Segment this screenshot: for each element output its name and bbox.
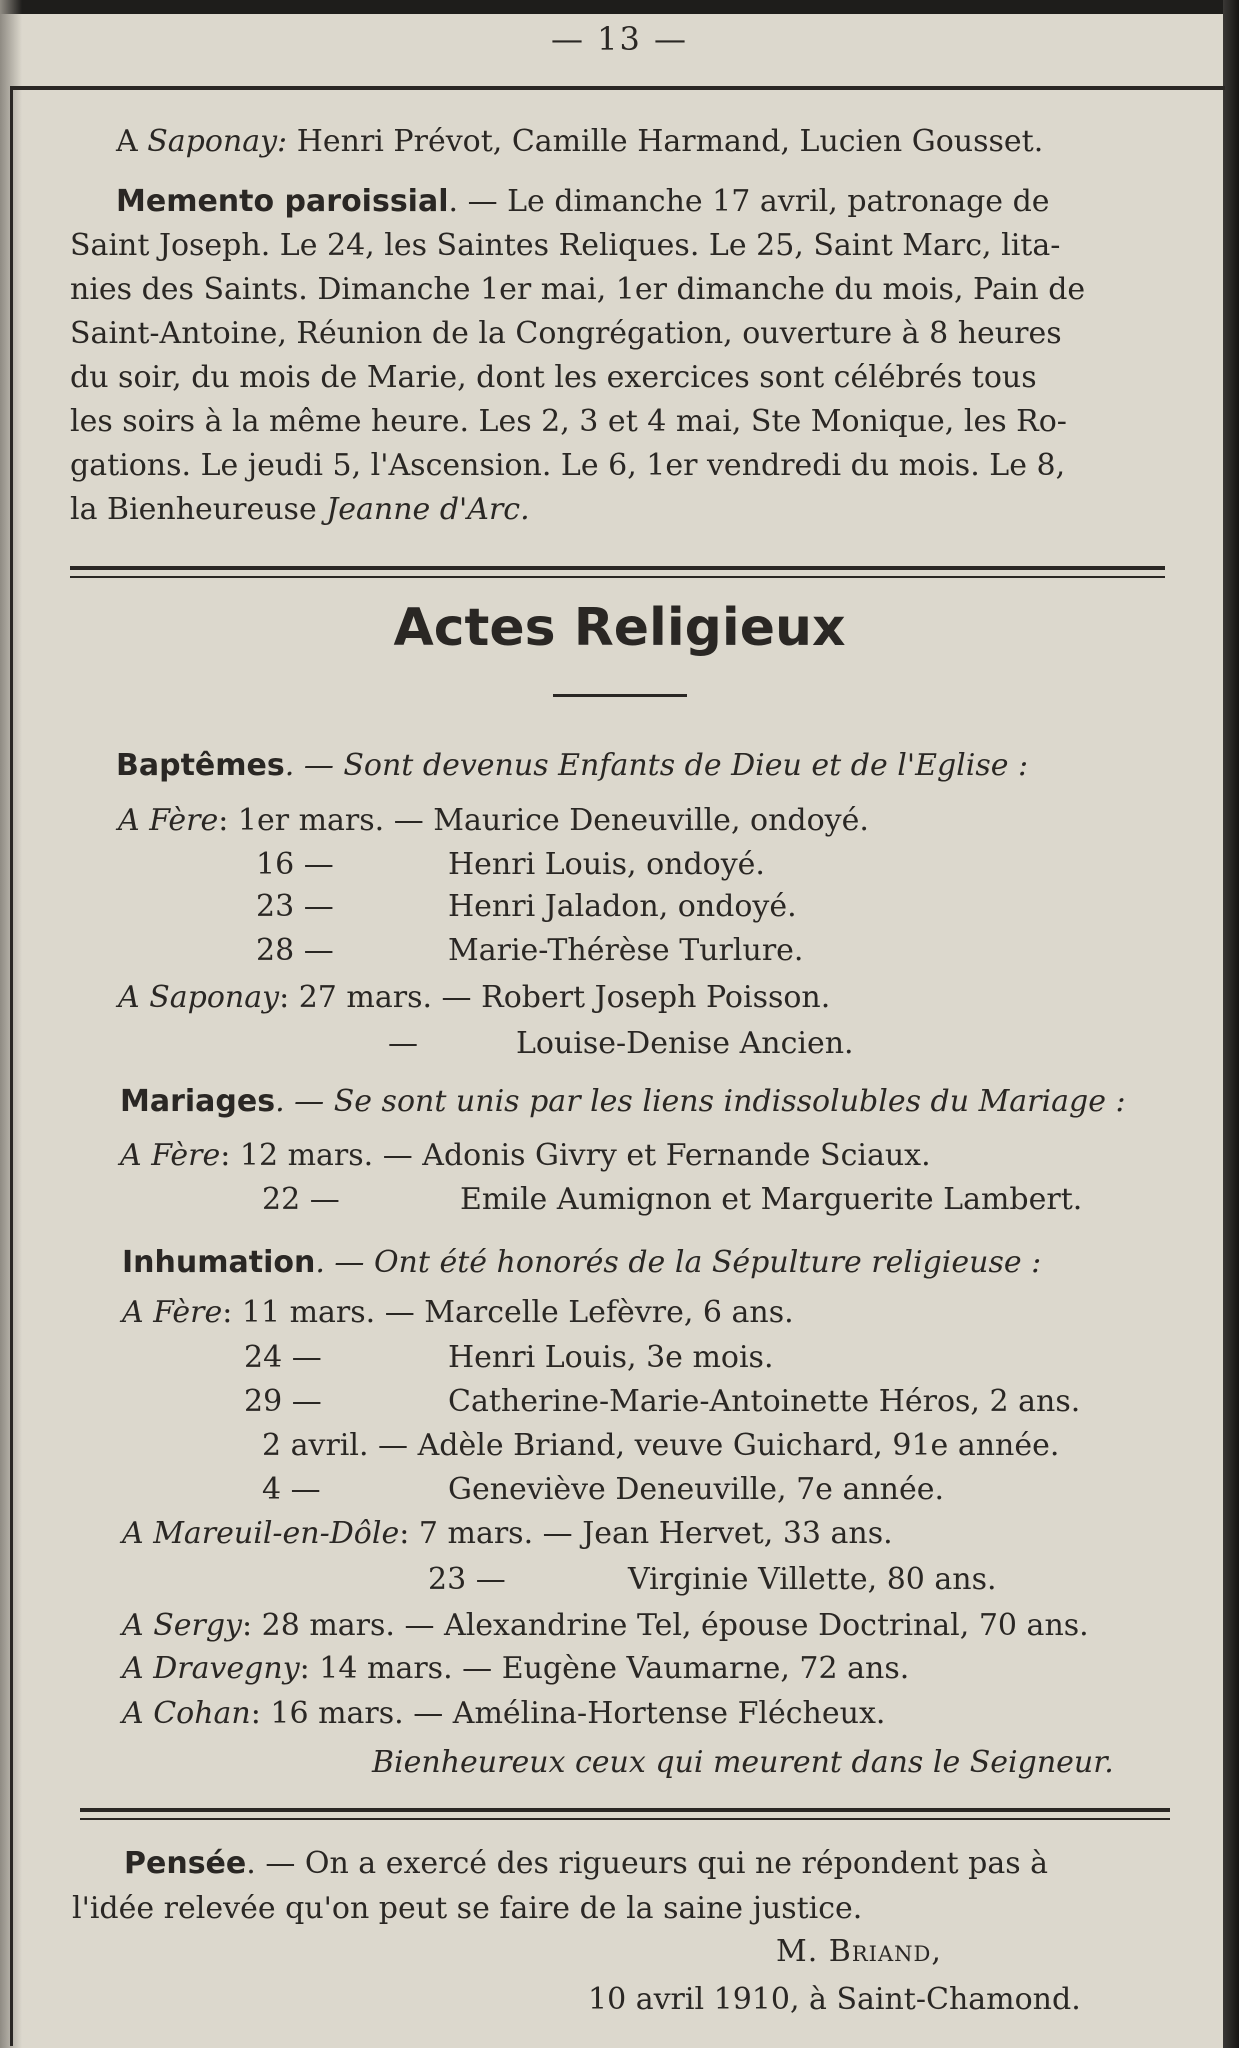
memento-paragraph xyxy=(70,180,1170,532)
inhumation-heading-line xyxy=(122,1243,1041,1283)
page-number: — 13 — xyxy=(550,20,689,58)
memento-line-6: les soirs à la même heure. Les 2, 3 et 4 mai, Ste Monique, les Ro- xyxy=(70,404,1067,439)
section-rule-bottom-b xyxy=(80,1818,1170,1820)
memento-heading: Memento paroissial xyxy=(116,184,449,219)
memento-line-8: la Bienheureuse Jeanne d'Arc. xyxy=(70,492,530,527)
pensee-dateline: 10 avril 1910, à Saint-Chamond. xyxy=(588,1982,1081,2017)
pensee-signature: M. Briand, xyxy=(776,1934,942,1969)
list-item: Geneviève Deneuville, 7e année. xyxy=(448,1472,945,1507)
list-item: Emile Aumignon et Marguerite Lambert. xyxy=(460,1182,1083,1217)
list-item: A Cohan: 16 mars. — Amélina-Hortense Flécheux. xyxy=(122,1696,886,1731)
memento-line-5: du soir, du mois de Marie, dont les exercices sont célébrés tous xyxy=(70,360,1037,395)
memento-line-4: Saint-Antoine, Réunion de la Congrégation, ouverture à 8 heures xyxy=(70,316,1062,351)
list-item: A Fère: 1er mars. — Maurice Deneuville, ondoyé. xyxy=(118,803,869,838)
list-item: A Fère: 11 mars. — Marcelle Lefèvre, 6 ans. xyxy=(122,1295,794,1330)
section-rule-top-b xyxy=(70,576,1165,578)
left-margin-rule xyxy=(10,86,13,2046)
list-item: Marie-Thérèse Turlure. xyxy=(448,933,804,968)
memento-line-1: Memento paroissial. — Le dimanche 17 avril, patronage de xyxy=(116,184,1050,219)
mariages-subheading: . — Se sont unis par les liens indissolubles du Mariage : xyxy=(275,1084,1126,1119)
list-item: A Saponay: 27 mars. — Robert Joseph Poisson. xyxy=(118,980,831,1015)
pensee-line-2: l'idée relevée qu'on peut se faire de la saine justice. xyxy=(72,1891,863,1926)
list-item: Henri Louis, ondoyé. xyxy=(448,847,765,882)
list-item: 16 — xyxy=(256,847,334,882)
pensee-heading: Pensée xyxy=(124,1846,247,1881)
page-right-edge xyxy=(1223,0,1239,2048)
list-item: A Dravegny: 14 mars. — Eugène Vaumarne, 72 ans. xyxy=(122,1651,910,1686)
list-item: Henri Jaladon, ondoyé. xyxy=(448,889,797,924)
section-rule-top-a xyxy=(70,566,1165,570)
header-rule xyxy=(10,86,1225,90)
mariages-heading: Mariages xyxy=(120,1084,276,1119)
list-item: Louise-Denise Ancien. xyxy=(516,1026,854,1061)
list-item: 23 — xyxy=(256,889,334,924)
page-top-edge xyxy=(0,0,1239,14)
section-title: Actes Religieux xyxy=(393,598,846,658)
saponay-line xyxy=(116,122,1043,162)
list-item: 29 — xyxy=(244,1384,322,1419)
list-item: 23 — xyxy=(428,1562,506,1597)
list-item: Catherine-Marie-Antoinette Héros, 2 ans. xyxy=(448,1384,1081,1419)
saponay-prefix: A xyxy=(116,124,148,159)
list-item: 24 — xyxy=(244,1340,322,1375)
list-item: 28 — xyxy=(256,933,334,968)
baptemes-heading: Baptêmes xyxy=(116,748,285,783)
list-item: 22 — xyxy=(262,1182,340,1217)
list-item: A Mareuil-en-Dôle: 7 mars. — Jean Hervet, 33 ans. xyxy=(122,1516,893,1551)
list-item: A Sergy: 28 mars. — Alexandrine Tel, épouse Doctrinal, 70 ans. xyxy=(122,1608,1089,1643)
saponay-names: Henri Prévot, Camille Harmand, Lucien Gousset. xyxy=(287,124,1044,159)
inhumation-closing: Bienheureux ceux qui meurent dans le Seigneur. xyxy=(372,1745,1114,1780)
list-item: 2 avril. — Adèle Briand, veuve Guichard, 91e année. xyxy=(262,1428,1060,1463)
mariages-heading-line xyxy=(120,1082,1126,1122)
list-item: A Fère: 12 mars. — Adonis Givry et Fernande Sciaux. xyxy=(120,1138,931,1173)
inhumation-subheading: . — Ont été honorés de la Sépulture religieuse : xyxy=(315,1245,1042,1280)
memento-line-3: nies des Saints. Dimanche 1er mai, 1er dimanche du mois, Pain de xyxy=(70,272,1086,307)
list-item: Virginie Villette, 80 ans. xyxy=(628,1562,997,1597)
title-underline xyxy=(553,694,687,697)
pensee-line-1: Pensée. — On a exercé des rigueurs qui ne répondent pas à xyxy=(124,1846,1049,1881)
baptemes-heading-line xyxy=(116,746,1028,786)
saponay-place: Saponay: xyxy=(147,124,288,159)
memento-line-2: Saint Joseph. Le 24, les Saintes Reliques. Le 25, Saint Marc, lita- xyxy=(70,228,1061,263)
list-item: — xyxy=(388,1026,418,1061)
list-item: 4 — xyxy=(262,1472,321,1507)
inhumation-heading: Inhumation xyxy=(122,1245,316,1280)
section-rule-bottom-a xyxy=(80,1808,1170,1812)
baptemes-subheading: . — Sont devenus Enfants de Dieu et de l'Eglise : xyxy=(284,748,1029,783)
memento-line-7: gations. Le jeudi 5, l'Ascension. Le 6, 1er vendredi du mois. Le 8, xyxy=(70,448,1066,483)
list-item: Henri Louis, 3e mois. xyxy=(448,1340,774,1375)
